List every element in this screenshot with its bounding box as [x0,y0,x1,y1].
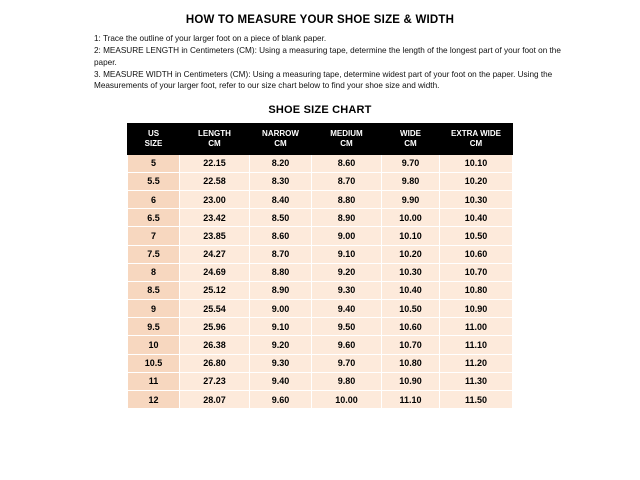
cell-medium: 9.30 [312,281,382,299]
cell-length: 24.69 [180,263,250,281]
cell-us-size: 6 [128,190,180,208]
cell-medium: 9.50 [312,318,382,336]
table-header [128,123,513,154]
column-header-us-size [128,123,180,154]
cell-medium: 9.10 [312,245,382,263]
cell-medium: 8.80 [312,190,382,208]
cell-narrow: 8.70 [250,245,312,263]
cell-length: 22.15 [180,154,250,172]
cell-extra-wide: 10.70 [440,263,513,281]
cell-narrow: 8.30 [250,172,312,190]
table-row [128,391,513,409]
cell-extra-wide: 10.10 [440,154,513,172]
shoe-size-table [127,123,513,410]
column-header-line2: CM [404,138,417,148]
cell-extra-wide: 11.50 [440,391,513,409]
cell-medium: 9.60 [312,336,382,354]
table-row [128,209,513,227]
cell-length: 23.00 [180,190,250,208]
column-header-narrow [250,123,312,154]
cell-wide: 10.20 [382,245,440,263]
cell-length: 26.80 [180,354,250,372]
column-header-line2: CM [469,138,483,148]
cell-wide: 10.30 [382,263,440,281]
cell-wide: 9.90 [382,190,440,208]
column-header-line1: EXTRA WIDE [451,128,501,138]
table-row [128,227,513,245]
cell-us-size: 5 [128,154,180,172]
cell-wide: 10.60 [382,318,440,336]
cell-length: 24.27 [180,245,250,263]
cell-medium: 8.60 [312,154,382,172]
table-row [128,281,513,299]
column-header-line2: CM [340,138,353,148]
cell-length: 25.96 [180,318,250,336]
cell-narrow: 8.90 [250,281,312,299]
cell-medium: 9.20 [312,263,382,281]
cell-medium: 8.90 [312,209,382,227]
cell-length: 28.07 [180,391,250,409]
cell-us-size: 8.5 [128,281,180,299]
table-body [128,154,513,409]
cell-extra-wide: 11.20 [440,354,513,372]
table-row [128,245,513,263]
cell-narrow: 8.60 [250,227,312,245]
table-row [128,154,513,172]
column-header-wide [382,123,440,154]
cell-us-size: 11 [128,372,180,390]
cell-wide: 10.40 [382,281,440,299]
cell-length: 27.23 [180,372,250,390]
cell-wide: 9.70 [382,154,440,172]
cell-us-size: 12 [128,391,180,409]
cell-length: 22.58 [180,172,250,190]
cell-extra-wide: 10.40 [440,209,513,227]
instructions-block [94,33,564,92]
column-header-medium [312,123,382,154]
column-header-line2: CM [274,138,287,148]
cell-narrow: 8.20 [250,154,312,172]
instruction-step-1: 1: Trace the outline of your larger foot on a piece of blank paper. [94,34,327,43]
column-header-extra-wide [440,123,513,154]
cell-narrow: 9.60 [250,391,312,409]
table-row [128,300,513,318]
cell-extra-wide: 11.10 [440,336,513,354]
cell-us-size: 7 [128,227,180,245]
cell-us-size: 9 [128,300,180,318]
cell-wide: 10.90 [382,372,440,390]
cell-medium: 10.00 [312,391,382,409]
cell-medium: 9.00 [312,227,382,245]
table-row [128,336,513,354]
cell-narrow: 8.80 [250,263,312,281]
table-row [128,372,513,390]
column-header-line2: CM [208,138,221,148]
cell-us-size: 8 [128,263,180,281]
cell-medium: 9.70 [312,354,382,372]
cell-us-size: 5.5 [128,172,180,190]
cell-us-size: 10 [128,336,180,354]
table-row [128,354,513,372]
table-header-row [128,123,513,154]
cell-extra-wide: 10.50 [440,227,513,245]
cell-wide: 10.50 [382,300,440,318]
cell-length: 25.54 [180,300,250,318]
cell-us-size: 6.5 [128,209,180,227]
column-header-line1: LENGTH [198,128,231,138]
column-header-line2: SIZE [144,138,163,148]
instruction-step-3: 3. MEASURE WIDTH in Centimeters (CM): Using a measuring tape, determine widest part of your foot on the paper. Using the Measurements of your larger foot, refer to our size chart below to find your shoe size and width. [94,69,553,91]
cell-narrow: 9.40 [250,372,312,390]
table-row [128,263,513,281]
cell-extra-wide: 10.80 [440,281,513,299]
cell-length: 26.38 [180,336,250,354]
cell-us-size: 7.5 [128,245,180,263]
instruction-step-2: 2: MEASURE LENGTH in Centimeters (CM): Using a measuring tape, determine the length of the longest part of your foot on the paper. [94,46,561,67]
cell-extra-wide: 10.20 [440,172,513,190]
cell-medium: 8.70 [312,172,382,190]
cell-extra-wide: 11.00 [440,318,513,336]
cell-length: 23.85 [180,227,250,245]
chart-title: SHOE SIZE CHART [268,103,372,116]
cell-wide: 10.10 [382,227,440,245]
cell-extra-wide: 10.60 [440,245,513,263]
column-header-line1: NARROW [262,128,299,138]
table-row [128,172,513,190]
cell-narrow: 9.30 [250,354,312,372]
page-title: HOW TO MEASURE YOUR SHOE SIZE & WIDTH [185,14,455,26]
cell-medium: 9.80 [312,372,382,390]
cell-length: 23.42 [180,209,250,227]
cell-narrow: 9.20 [250,336,312,354]
table-row [128,318,513,336]
table-row [128,190,513,208]
cell-wide: 9.80 [382,172,440,190]
column-header-length [180,123,250,154]
cell-extra-wide: 10.30 [440,190,513,208]
cell-wide: 11.10 [382,391,440,409]
cell-narrow: 8.40 [250,190,312,208]
column-header-line1: US [147,128,160,138]
cell-wide: 10.80 [382,354,440,372]
column-header-line1: MEDIUM [330,128,363,138]
column-header-line1: WIDE [400,128,421,138]
size-chart-container [28,123,612,410]
cell-extra-wide: 10.90 [440,300,513,318]
cell-us-size: 9.5 [128,318,180,336]
cell-narrow: 9.00 [250,300,312,318]
cell-length: 25.12 [180,281,250,299]
cell-wide: 10.70 [382,336,440,354]
cell-medium: 9.40 [312,300,382,318]
cell-wide: 10.00 [382,209,440,227]
cell-us-size: 10.5 [128,354,180,372]
cell-extra-wide: 11.30 [440,372,513,390]
cell-narrow: 9.10 [250,318,312,336]
cell-narrow: 8.50 [250,209,312,227]
